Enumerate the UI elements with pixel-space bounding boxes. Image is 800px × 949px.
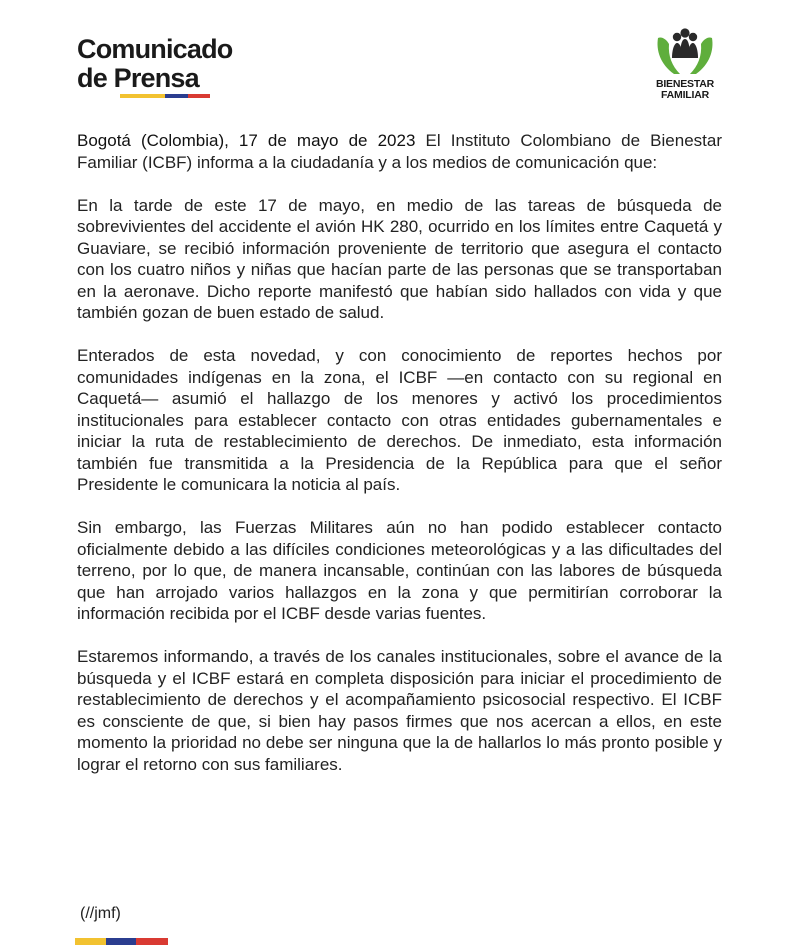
colombia-flag-bar-bottom (75, 938, 168, 945)
flag-blue-stripe (106, 938, 137, 945)
intro-text: El Instituto Colombiano de Bienestar Familiar (ICBF) informa a la ciudadanía y a los medios de comunicación que: (77, 131, 722, 172)
paragraph-1: En la tarde de este 17 de mayo, en medio de las tareas de búsqueda de sobrevivientes del accidente el avión HK 280, ocurrido en los límites entre Caquetá y Guaviare, se recibió información proveniente de territorio que asegura el contacto con los cuatro niños y niñas que hacían parte de las personas que se transportaban en la aeronave. Dicho reporte manifestó que habían sido hallados con vida y que también gozan de buen estado de salud. (77, 195, 722, 322)
flag-blue-stripe (165, 94, 188, 98)
title-line-1: Comunicado (77, 34, 233, 64)
dateline: Bogotá (Colombia), 17 de mayo de 2023 (77, 131, 416, 150)
paragraph-2: Enterados de esta novedad, y con conocimiento de reportes hechos por comunidades indígenas en la zona, el ICBF —en contacto con su regional en Caquetá— asumió el hallazgo de los menores y activó los procedimientos institucionales para establecer contacto con otras entidades gubernamentales e iniciar la ruta de restablecimiento de derechos. De inmediato, esta información también fue transmitida a la Presidencia de la República para que el señor Presidente le comunicara la noticia al país. (77, 346, 722, 494)
page-title (77, 35, 233, 93)
bienestar-familiar-logo (650, 24, 720, 108)
bienestar-familiar-logo-icon (650, 24, 720, 78)
intro-paragraph (77, 130, 722, 173)
flag-red-stripe (188, 94, 211, 98)
logo-text-line-2: FAMILIAR (661, 89, 709, 101)
press-release-body (77, 130, 722, 797)
title-line-2: de Prensa (77, 63, 199, 93)
flag-yellow-stripe (120, 94, 165, 98)
paragraph-3: Sin embargo, las Fuerzas Militares aún no han podido establecer contacto oficialmente debido a las difíciles condiciones meteorológicas y a las dificultades del terreno, por lo que, de manera incansable, continúan con las labores de búsqueda que han arrojado varios hallazgos en la zona y que permitirían corroborar la información recibida por el ICBF desde varias fuentes. (77, 518, 722, 623)
flag-yellow-stripe (75, 938, 106, 945)
logo-text-line-1: BIENESTAR (655, 78, 715, 90)
signature: (//jmf) (80, 905, 121, 922)
flag-red-stripe (136, 938, 168, 945)
colombia-flag-bar-top (120, 94, 210, 98)
paragraph-4: Estaremos informando, a través de los canales institucionales, sobre el avance de la búsqueda y el ICBF estará en completa disposición para iniciar el procedimiento de restablecimiento de derechos y el acompañamiento psicosocial respectivo. El ICBF es consciente de que, si bien hay pasos firmes que nos acercan a ellos, en este momento la prioridad no debe ser ninguna que la de hallarlos lo más pronto posible y lograr el retorno con sus familiares. (77, 647, 722, 774)
